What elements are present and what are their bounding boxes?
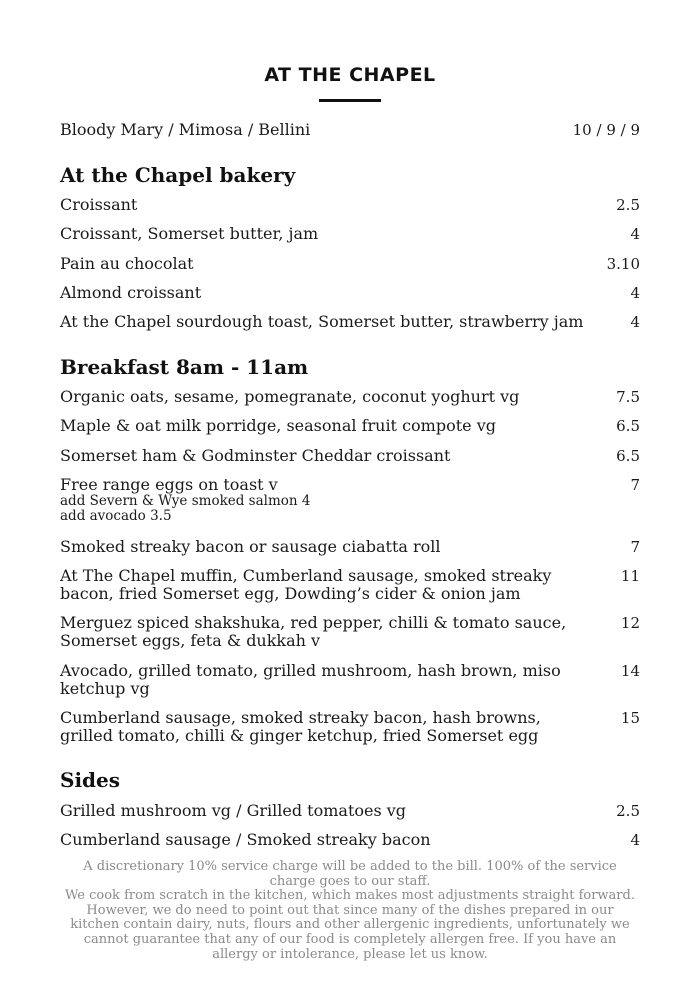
- item-price: 4: [630, 225, 640, 243]
- menu-item: [60, 538, 640, 556]
- menu-item: [60, 284, 640, 302]
- item-name: Bloody Mary / Mimosa / Bellini: [60, 120, 311, 139]
- item-addon: add Severn & Wye smoked salmon 4: [60, 493, 311, 509]
- item-name: Croissant: [60, 195, 138, 214]
- menu-item: [60, 196, 640, 214]
- item-price: 7.5: [616, 388, 640, 406]
- allergen-note: We cook from scratch in the kitchen, which makes most adjustments straight forward. However, we do need to point out that since many of the dishes prepared in our kitchen contain dairy, nuts, flours and other allergenic ingredients, unfortunately we cannot guarantee that any of our food is completely allergen free. If you have an allergy or intolerance, please let us know.: [65, 888, 635, 962]
- menu-item: [60, 417, 640, 435]
- item-price: 14: [620, 662, 640, 680]
- menu-item: [60, 476, 640, 524]
- page-title: AT THE CHAPEL: [264, 64, 436, 86]
- item-name: Avocado, grilled tomato, grilled mushroom, hash brown, miso ketchup vg: [60, 661, 561, 698]
- item-price: 4: [630, 313, 640, 331]
- section-heading-sides: Sides: [60, 768, 121, 792]
- item-name: Smoked streaky bacon or sausage ciabatta roll: [60, 537, 441, 556]
- item-price: 10 / 9 / 9: [572, 121, 640, 139]
- menu-item: [60, 802, 640, 820]
- section-heading-breakfast: Breakfast 8am - 11am: [60, 355, 309, 379]
- item-name: Cumberland sausage / Smoked streaky bacon: [60, 830, 431, 849]
- item-name: Merguez spiced shakshuka, red pepper, chilli & tomato sauce, Somerset eggs, feta & dukkah v: [60, 613, 567, 650]
- item-name: Somerset ham & Godminster Cheddar croissant: [60, 446, 451, 465]
- item-price: 3.10: [606, 255, 640, 273]
- menu-item: [60, 313, 640, 331]
- item-price: 4: [630, 284, 640, 302]
- item-price: 2.5: [616, 196, 640, 214]
- menu-item: [60, 709, 640, 745]
- item-name: Pain au chocolat: [60, 254, 194, 273]
- menu-item: [60, 567, 640, 603]
- item-title: Free range eggs on toast v: [60, 475, 278, 494]
- item-name: Grilled mushroom vg / Grilled tomatoes vg: [60, 801, 407, 820]
- section-heading-bakery: At the Chapel bakery: [60, 163, 296, 187]
- item-name: Almond croissant: [60, 283, 202, 302]
- item-price: 7: [630, 476, 640, 494]
- footer-notice: [60, 860, 640, 962]
- item-name: [60, 476, 630, 524]
- item-price: 6.5: [616, 447, 640, 465]
- item-price: 12: [620, 614, 640, 632]
- item-price: 11: [620, 567, 640, 585]
- item-name: Organic oats, sesame, pomegranate, coconut yoghurt vg: [60, 387, 520, 406]
- item-name: At The Chapel muffin, Cumberland sausage, smoked streaky bacon, fried Somerset egg, Dowding’s cider & onion jam: [60, 566, 552, 603]
- item-name: Cumberland sausage, smoked streaky bacon, hash browns, grilled tomato, chilli & ginger ketchup, fried Somerset egg: [60, 708, 541, 745]
- item-price: 15: [620, 709, 640, 727]
- service-charge-note: A discretionary 10% service charge will be added to the bill. 100% of the service charge goes to our staff.: [83, 859, 617, 889]
- item-price: 7: [630, 538, 640, 556]
- menu-item: [60, 225, 640, 243]
- title-underline: [319, 99, 381, 102]
- menu-item: [60, 614, 640, 650]
- menu-item: [60, 831, 640, 849]
- drinks-row: [60, 121, 640, 139]
- menu-item: [60, 255, 640, 273]
- item-price: 4: [630, 831, 640, 849]
- menu-item: [60, 662, 640, 698]
- menu-item: [60, 388, 640, 406]
- item-name: Croissant, Somerset butter, jam: [60, 224, 319, 243]
- item-name: Maple & oat milk porridge, seasonal fruit compote vg: [60, 416, 496, 435]
- item-addon: add avocado 3.5: [60, 508, 172, 524]
- menu-item: [60, 447, 640, 465]
- item-price: 6.5: [616, 417, 640, 435]
- item-price: 2.5: [616, 802, 640, 820]
- item-name: At the Chapel sourdough toast, Somerset butter, strawberry jam: [60, 312, 584, 331]
